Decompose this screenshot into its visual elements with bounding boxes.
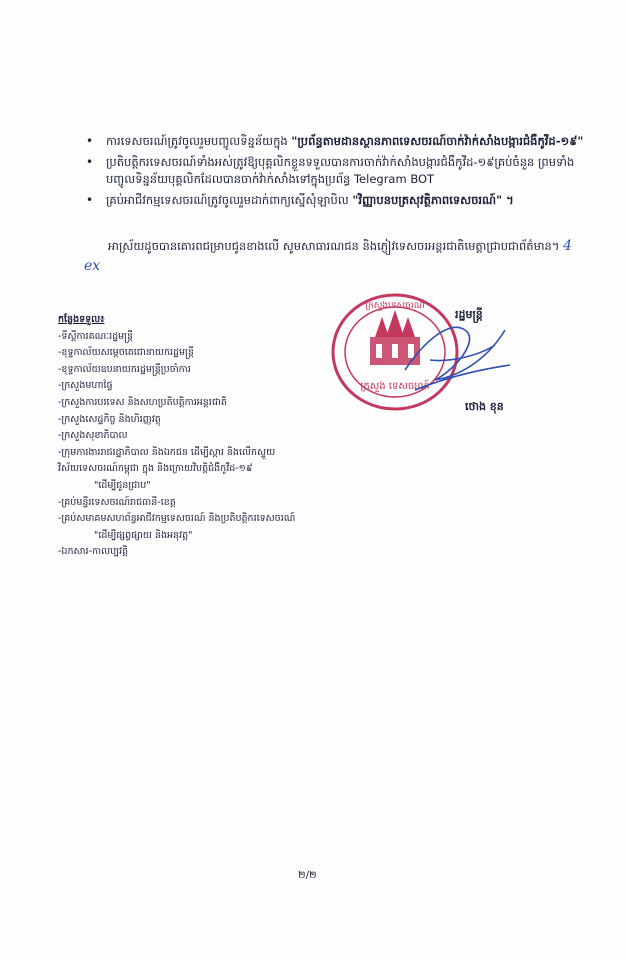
bullet-bold-text: "វិញ្ញាបនបត្រសុវត្ថិភាពទេសចរណ៍" ។	[352, 193, 514, 207]
signatory-name: ថោង ខុន	[465, 400, 504, 413]
recipient-item: -ខុទ្ទកាល័យឧបនាយករដ្ឋមន្ត្រីប្រចាំការ	[58, 363, 191, 375]
closing-paragraph	[84, 236, 582, 276]
seal-top-text: ក្រសួងទេសចរណ៍	[365, 301, 425, 311]
recipient-item: -គ្រប់មន្ទីរទេសចរណ៍រាជធានី-ខេត្ត	[58, 496, 176, 508]
recipient-item: -ឯកសារ-កាលប្បវត្តិ	[58, 546, 128, 558]
bullet-text: ការទេសចរណ៍ត្រូវចូលរួមបញ្ចូលទិន្នន័យក្នុង	[106, 134, 292, 148]
recipients-heading: កន្លែងទទួល៖	[58, 314, 105, 325]
bullet-item	[84, 192, 584, 209]
recipient-item: -ក្រសួងមហាផ្ទៃ	[58, 380, 113, 392]
seal-bottom-text: ក្រសួង ទេសចរណ៍	[360, 381, 430, 392]
bullet-item	[84, 154, 584, 188]
recipients-list	[58, 312, 358, 561]
handwritten-note: 4 ex	[84, 238, 572, 274]
recipient-item: -ក្រុមការងាររាជរដ្ឋាភិបាល និងឯកជន ដើម្បីស្តារ និងលើកស្ទួយ	[58, 446, 276, 458]
bullet-text: ប្រតិបត្តិករទេសចរណ៍ទាំងអស់ត្រូវឱ្យបុគ្គលិកខ្លួនទទួលបានការចាក់វ៉ាក់សាំងបង្ការជំងឺកូវីដ-១៩គ្រប់ចំនួន ព្រមទាំងបញ្ចូលទិន្នន័យបុគ្គលិកដែលបានចាក់វ៉ាក់សាំងទៅក្នុងប្រព័ន្ធ Telegram BOT	[106, 155, 575, 186]
recipient-item: "ដើម្បីផ្សព្វផ្សាយ និងអនុវត្ត"	[94, 529, 193, 541]
recipient-item: -ក្រសួងសុខាភិបាល	[58, 430, 128, 442]
recipient-item: -ទីស្តីការគណៈរដ្ឋមន្ត្រី	[58, 330, 134, 342]
closing-text: អាស្រ័យដូចបានគោរពជម្រាបជូនខាងលើ សូមសាធារណជន និងភ្ញៀវទេសចរអន្តរជាតិមេត្តាជ្រាបជាព័ត៌មាន។	[108, 239, 560, 253]
bullet-icon: •	[86, 134, 94, 148]
recipient-item: វិស័យទេសចរណ៍កម្ពុជា ក្នុង និងក្រោយវិបត្តិជំងឺកូវីដ-១៩	[58, 463, 253, 475]
bullet-text: គ្រប់អាជីវកម្មទេសចរណ៍ត្រូវចូលរួមដាក់ពាក្យស្នើសុំឡាបិល	[106, 193, 353, 207]
bullet-item	[84, 133, 584, 150]
recipient-item: -ខុទ្ទកាល័យសម្តេចតេជោនាយករដ្ឋមន្ត្រី	[58, 347, 194, 359]
page-number: ២/២	[298, 870, 317, 881]
bullet-bold-text: "ប្រព័ន្ធតាមដានស្ថានភាពទេសចរណ៍ចាក់វ៉ាក់សាំងបង្ការជំងឺកូវីដ-១៩"	[291, 134, 584, 148]
bullet-icon: •	[86, 155, 94, 169]
recipient-item: -ក្រសួងការបរទេស និងសហប្រតិបត្តិការអន្តរជាតិ	[58, 396, 227, 408]
bullet-icon: •	[86, 193, 94, 207]
recipient-item: "ដើម្បីជូនជ្រាប"	[94, 479, 151, 491]
recipient-item: -ក្រសួងសេដ្ឋកិច្ច និងហិរញ្ញវត្ថុ	[58, 413, 161, 425]
bullet-list	[84, 133, 584, 213]
recipient-item: -គ្រប់សមាគមសហព័ន្ធអាជីវកម្មទេសចរណ៍ និងប្រតិបត្តិករទេសចរណ៍	[58, 513, 296, 525]
signatory-title: រដ្ឋមន្ត្រី	[455, 308, 483, 321]
